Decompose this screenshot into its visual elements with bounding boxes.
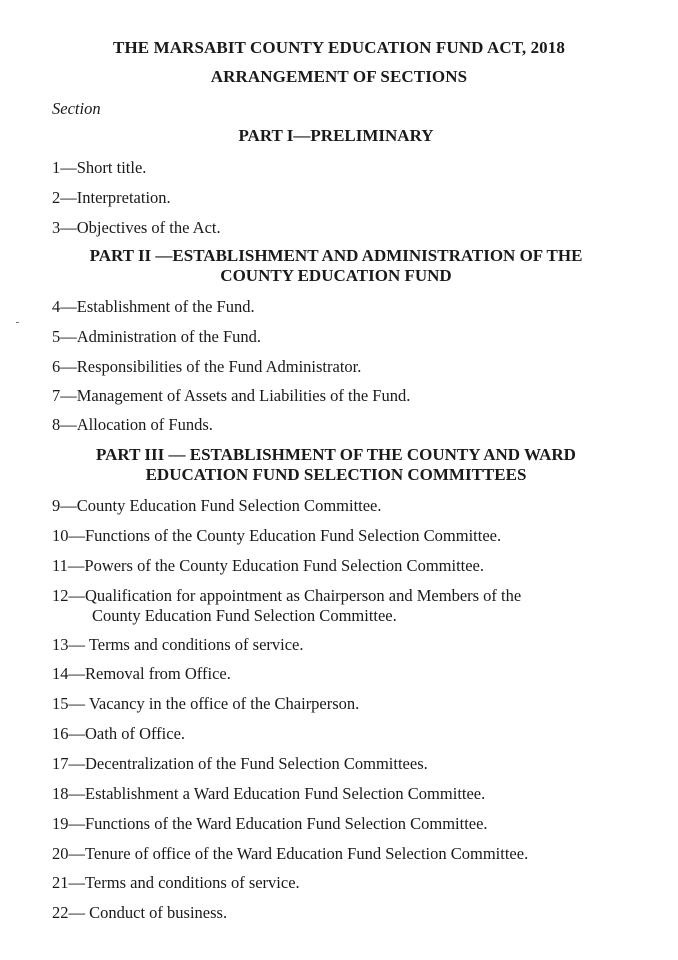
section-title: Terms and conditions of service. <box>85 635 304 654</box>
section-number: 21— <box>52 873 85 892</box>
section-title: Functions of the Ward Education Fund Selection Committee. <box>85 814 488 833</box>
section-number: 14— <box>52 664 85 683</box>
section-title: Management of Assets and Liabilities of the Fund. <box>76 386 411 405</box>
section-number: 8— <box>52 415 77 434</box>
section-number: 2— <box>52 188 77 207</box>
section-title: Powers of the County Education Fund Selection Committee. <box>84 556 485 575</box>
section-number: 18— <box>52 784 85 803</box>
list-item <box>52 327 261 347</box>
scan-speck <box>16 322 19 323</box>
section-number: 7— <box>52 386 77 405</box>
section-number: 5— <box>52 327 77 346</box>
section-title: Establishment of the Fund. <box>76 297 255 316</box>
section-title: Responsibilities of the Fund Administrator. <box>76 357 362 376</box>
list-item <box>52 556 484 576</box>
list-item <box>52 664 231 684</box>
section-title: Interpretation. <box>76 188 171 207</box>
part-3-heading-line-1: PART III — ESTABLISHMENT OF THE COUNTY AND WARD <box>96 445 576 464</box>
section-number: 17— <box>52 754 85 773</box>
section-title: Objectives of the Act. <box>76 218 221 237</box>
section-title: County Education Fund Selection Committee. <box>76 496 382 515</box>
section-label: Section <box>52 99 101 118</box>
part-3-heading-line-2: EDUCATION FUND SELECTION COMMITTEES <box>145 465 527 484</box>
section-title: Terms and conditions of service. <box>85 873 300 892</box>
list-item <box>52 784 485 804</box>
section-title: Oath of Office. <box>85 724 186 743</box>
section-title: Short title. <box>76 158 147 177</box>
section-number: 4— <box>52 297 77 316</box>
section-title-continuation: County Education Fund Selection Committee. <box>92 606 397 625</box>
list-item <box>52 724 185 744</box>
section-title: Establishment a Ward Education Fund Selection Committee. <box>85 784 486 803</box>
section-number: 16— <box>52 724 85 743</box>
section-title: Allocation of Funds. <box>76 415 213 434</box>
list-item <box>52 526 501 546</box>
list-item <box>52 586 612 626</box>
list-item <box>52 694 359 714</box>
list-item <box>52 188 171 208</box>
list-item <box>52 357 361 377</box>
section-number: 22— <box>52 903 85 922</box>
list-item <box>52 635 304 655</box>
list-item <box>52 415 213 435</box>
section-number: 11— <box>52 556 85 575</box>
arrangement-title: ARRANGEMENT OF SECTIONS <box>210 67 468 86</box>
list-item <box>52 218 221 238</box>
list-item <box>52 754 428 774</box>
act-title: THE MARSABIT COUNTY EDUCATION FUND ACT, 2018 <box>113 38 565 57</box>
section-title: Functions of the County Education Fund Selection Committee. <box>85 526 502 545</box>
section-number: 1— <box>52 158 77 177</box>
part-2-heading <box>30 246 642 286</box>
part-3-heading <box>30 445 642 485</box>
section-number: 15— <box>52 694 85 713</box>
section-title: Tenure of office of the Ward Education Fund Selection Committee. <box>85 844 529 863</box>
section-title: Decentralization of the Fund Selection Committees. <box>85 754 428 773</box>
section-title: Vacancy in the office of the Chairperson. <box>85 694 360 713</box>
section-title: Conduct of business. <box>85 903 228 922</box>
list-item <box>52 873 300 893</box>
list-item <box>52 903 227 923</box>
list-item <box>52 844 528 864</box>
part-1-heading: PART I—PRELIMINARY <box>238 126 434 145</box>
list-item <box>52 297 255 317</box>
part-2-heading-line-2: COUNTY EDUCATION FUND <box>220 266 452 285</box>
section-number: 10— <box>52 526 85 545</box>
section-title: Administration of the Fund. <box>76 327 261 346</box>
section-number: 13— <box>52 635 85 654</box>
section-number: 3— <box>52 218 77 237</box>
section-number: 9— <box>52 496 77 515</box>
section-title: Removal from Office. <box>85 664 231 683</box>
section-number: 19— <box>52 814 85 833</box>
section-number: 20— <box>52 844 85 863</box>
section-number: 6— <box>52 357 77 376</box>
list-item <box>52 386 410 406</box>
list-item <box>52 496 382 516</box>
section-number: 12— <box>52 586 85 605</box>
part-2-heading-line-1: PART II —ESTABLISHMENT AND ADMINISTRATION OF THE <box>89 246 583 265</box>
section-title: Qualification for appointment as Chairperson and Members of the <box>85 586 522 605</box>
list-item <box>52 814 488 834</box>
list-item <box>52 158 146 178</box>
